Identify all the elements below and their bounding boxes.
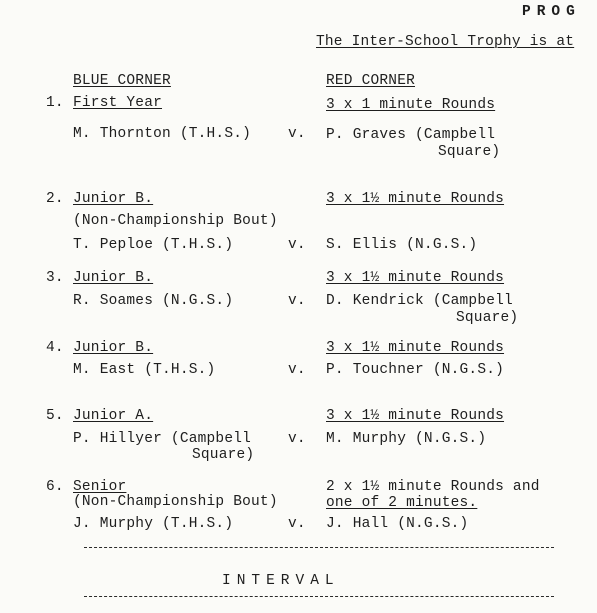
- bout-category: Junior A.: [73, 408, 154, 424]
- bout-category: First Year: [73, 95, 163, 111]
- dashed-rule-bottom: [84, 596, 554, 597]
- red-boxer-continued: Square): [456, 310, 519, 326]
- bout-rounds: 3 x 1½ minute Rounds: [326, 408, 505, 424]
- bout-number: 1.: [46, 95, 64, 111]
- bout-category: Junior B.: [73, 340, 154, 356]
- bout-category: Junior B.: [73, 270, 154, 286]
- versus-label: v.: [288, 126, 306, 142]
- blue-boxer: M. Thornton (T.H.S.): [73, 126, 252, 142]
- blue-boxer: J. Murphy (T.H.S.): [73, 516, 234, 532]
- bout-rounds: 3 x 1 minute Rounds: [326, 97, 496, 113]
- versus-label: v.: [288, 237, 306, 253]
- bout-rounds: 3 x 1½ minute Rounds: [326, 191, 505, 207]
- interval-heading: INTERVAL: [222, 573, 340, 589]
- bout-number: 2.: [46, 191, 64, 207]
- bout-rounds: 3 x 1½ minute Rounds: [326, 340, 505, 356]
- blue-corner-heading: BLUE CORNER: [73, 73, 171, 89]
- bout-note: (Non-Championship Bout): [73, 213, 278, 229]
- dashed-rule-top: [84, 547, 554, 548]
- red-boxer: M. Murphy (N.G.S.): [326, 431, 487, 447]
- blue-boxer: T. Peploe (T.H.S.): [73, 237, 234, 253]
- trophy-heading: The Inter-School Trophy is at: [316, 34, 575, 50]
- bout-number: 4.: [46, 340, 64, 356]
- bout-number: 6.: [46, 479, 64, 495]
- bout-number: 5.: [46, 408, 64, 424]
- red-boxer: J. Hall (N.G.S.): [326, 516, 469, 532]
- bout-rounds-continued: one of 2 minutes.: [326, 495, 478, 511]
- red-boxer: P. Graves (Campbell: [326, 127, 496, 143]
- versus-label: v.: [288, 293, 306, 309]
- blue-boxer: R. Soames (N.G.S.): [73, 293, 234, 309]
- red-corner-heading: RED CORNER: [326, 73, 416, 89]
- versus-label: v.: [288, 516, 306, 532]
- versus-label: v.: [288, 362, 306, 378]
- bout-number: 3.: [46, 270, 64, 286]
- bout-category: Junior B.: [73, 191, 154, 207]
- red-boxer-continued: Square): [438, 144, 501, 160]
- bout-rounds: 2 x 1½ minute Rounds and: [326, 479, 540, 495]
- blue-boxer: M. East (T.H.S.): [73, 362, 216, 378]
- blue-boxer-continued: Square): [192, 447, 255, 463]
- versus-label: v.: [288, 431, 306, 447]
- blue-boxer: P. Hillyer (Campbell: [73, 431, 252, 447]
- bout-rounds: 3 x 1½ minute Rounds: [326, 270, 505, 286]
- red-boxer: P. Touchner (N.G.S.): [326, 362, 505, 378]
- red-boxer: D. Kendrick (Campbell: [326, 293, 513, 309]
- bout-category: Senior: [73, 479, 127, 495]
- programme-title: PROG: [522, 4, 581, 20]
- red-boxer: S. Ellis (N.G.S.): [326, 237, 478, 253]
- bout-note: (Non-Championship Bout): [73, 494, 278, 510]
